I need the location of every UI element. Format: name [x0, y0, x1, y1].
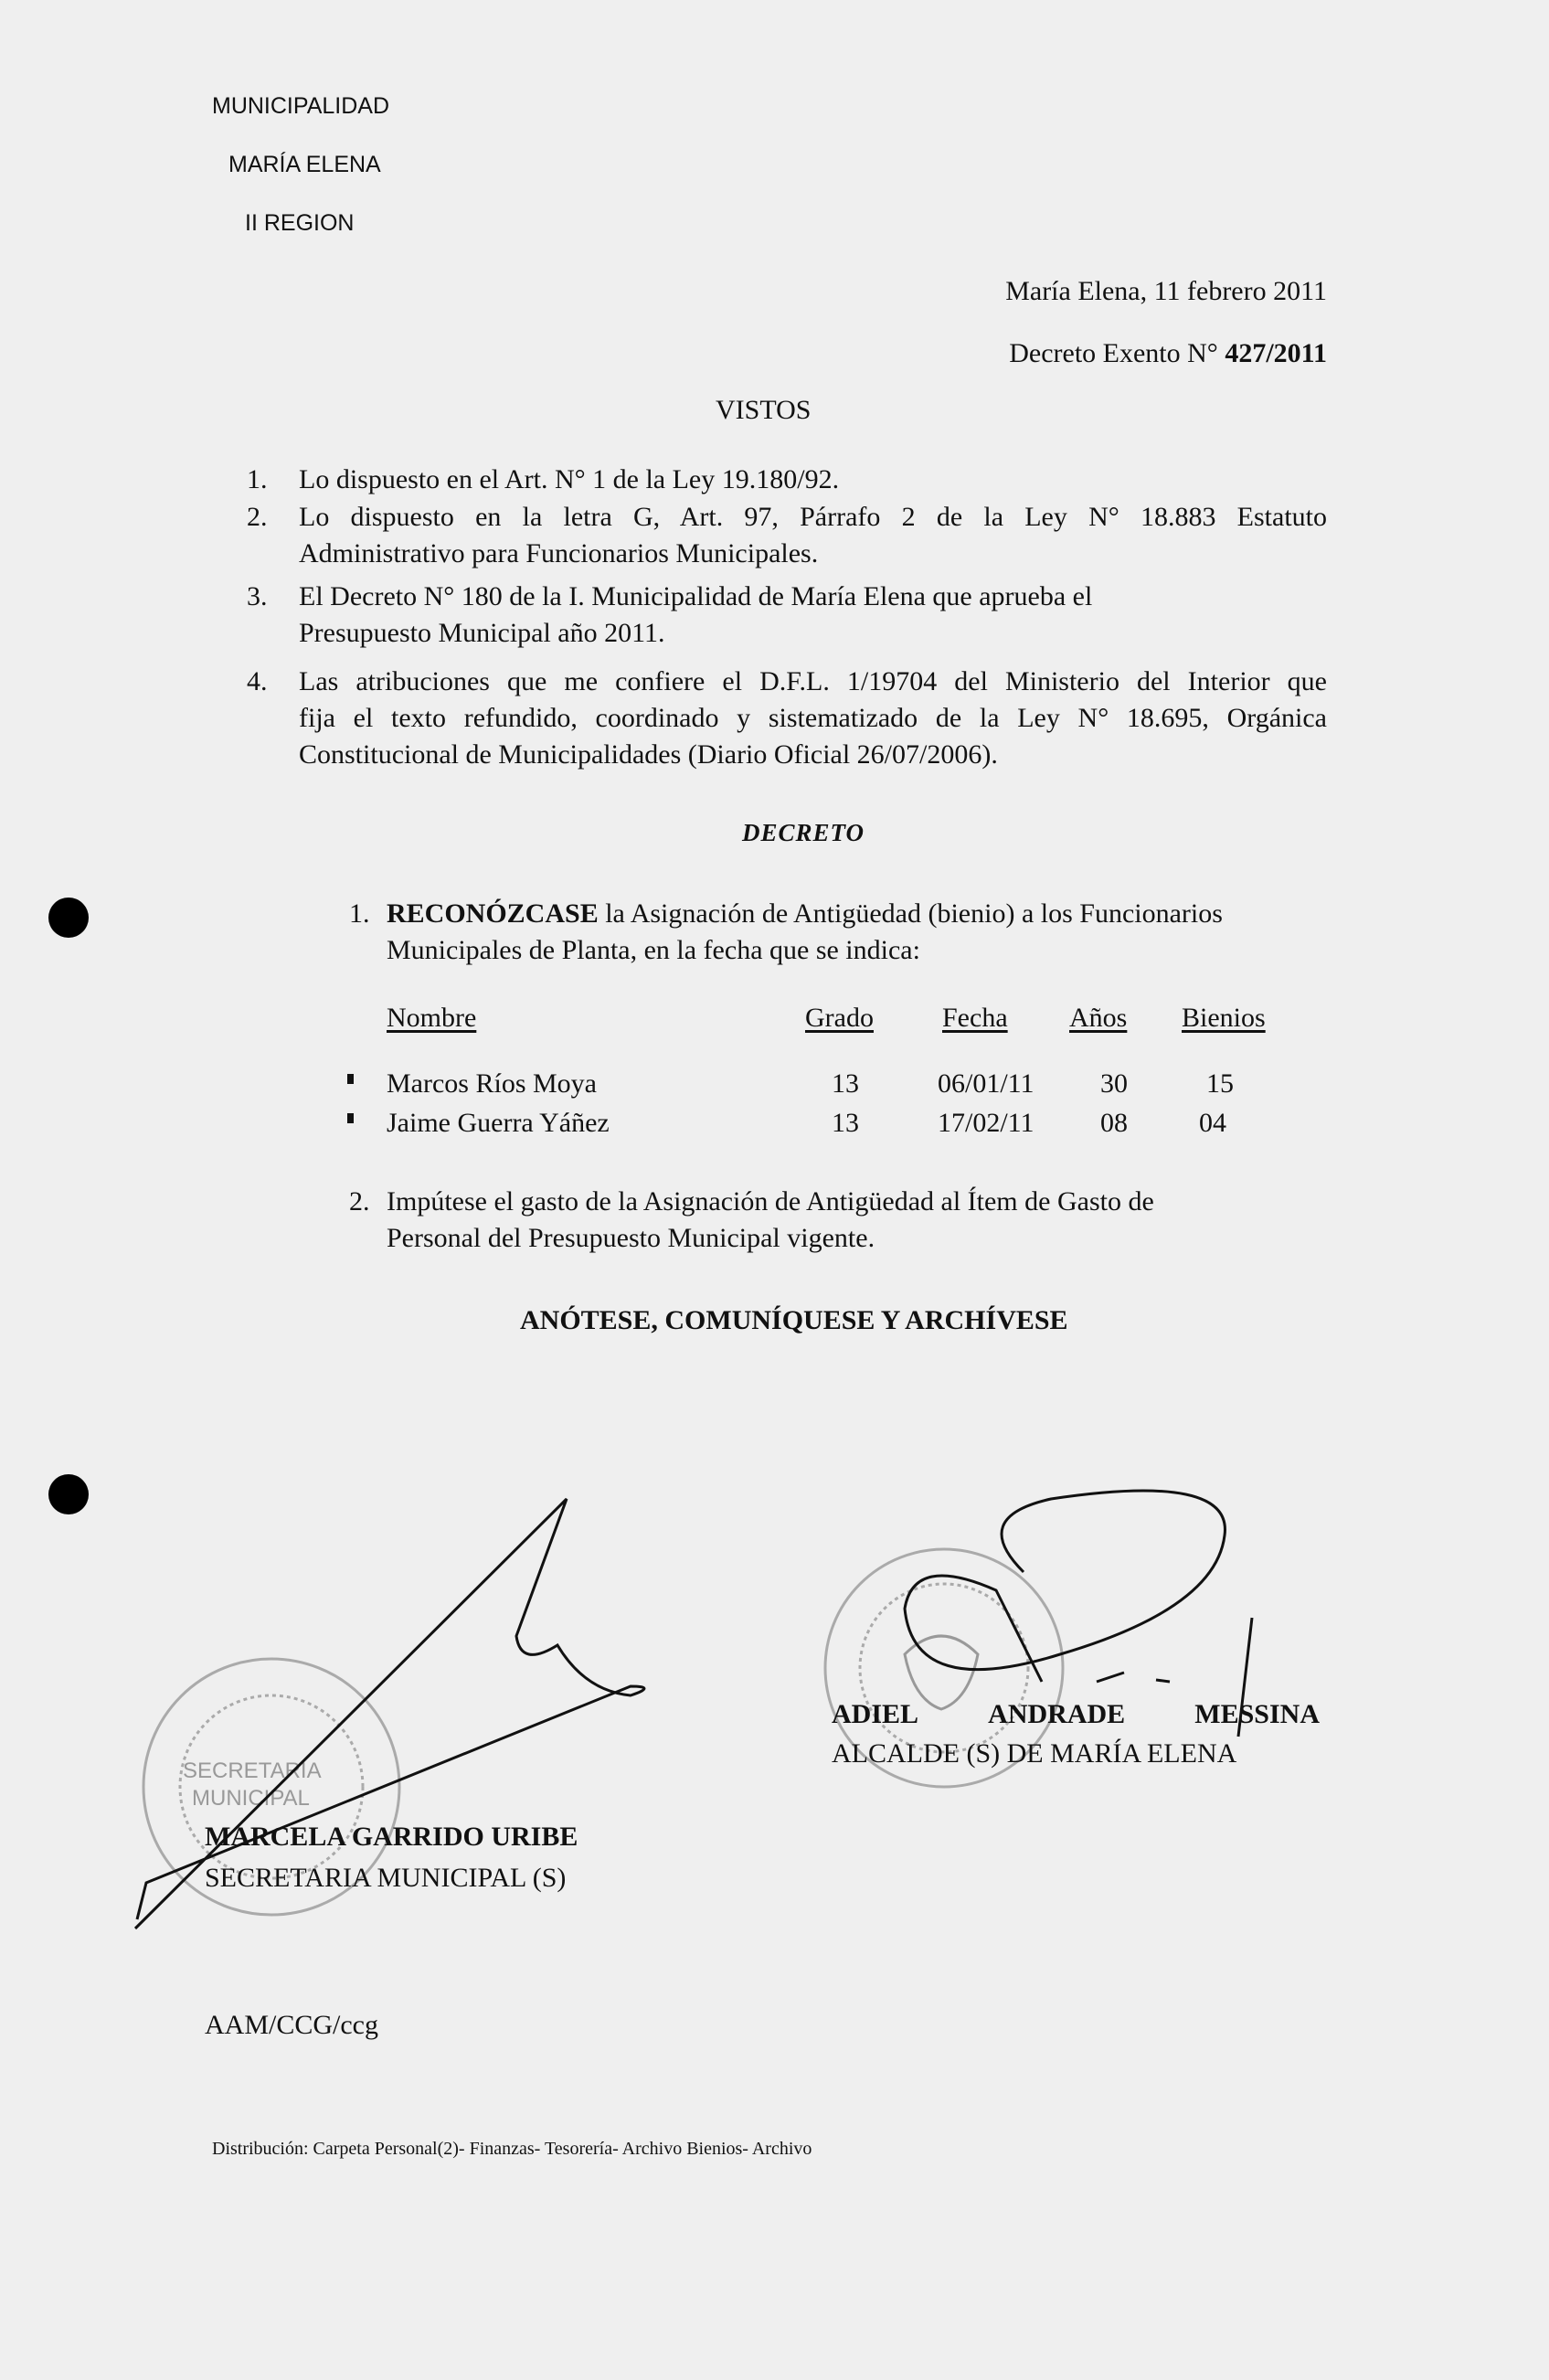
item-number: 1. — [349, 898, 370, 929]
item-text: El Decreto N° 180 de la I. Municipalidad de María Elena que aprueba el — [299, 581, 1093, 611]
item-rest: la Asignación de Antigüedad (bienio) a los Funcionarios — [598, 898, 1223, 929]
col-header-grado: Grado — [805, 1003, 874, 1033]
item-text: Administrativo para Funcionarios Municipales. — [299, 538, 819, 568]
decree-number-value: 427/2011 — [1225, 338, 1327, 368]
decree-label: Decreto Exento N° — [1009, 338, 1225, 368]
cell-nombre: Jaime Guerra Yáñez — [387, 1108, 610, 1138]
cell-fecha: 17/02/11 — [938, 1108, 1034, 1138]
cell-bienios: 15 — [1206, 1068, 1234, 1099]
distribution-list: Distribución: Carpeta Personal(2)- Finanzas- Tesorería- Archivo Bienios- Archivo — [212, 2139, 812, 2159]
closing-formula: ANÓTESE, COMUNÍQUESE Y ARCHÍVESE — [520, 1305, 1068, 1335]
item-number: 3. — [247, 581, 268, 611]
cell-nombre: Marcos Ríos Moya — [387, 1068, 597, 1099]
initials: AAM/CCG/ccg — [205, 2010, 378, 2040]
mayor-title: ALCALDE (S) DE MARÍA ELENA — [832, 1738, 1237, 1769]
item-number: 2. — [247, 502, 268, 532]
col-header-anos: Años — [1069, 1003, 1128, 1033]
secretary-name: MARCELA GARRIDO URIBE — [205, 1822, 578, 1852]
item-text: Lo dispuesto en el Art. N° 1 de la Ley 19.180/92. — [299, 464, 840, 494]
name-part: MESSINA — [1194, 1699, 1320, 1729]
document-date: María Elena, 11 febrero 2011 — [1005, 276, 1327, 306]
vistos-title: VISTOS — [716, 395, 812, 425]
item-text: Constitucional de Municipalidades (Diario Oficial 26/07/2006). — [299, 739, 998, 770]
cell-grado: 13 — [832, 1108, 859, 1138]
cell-fecha: 06/01/11 — [938, 1068, 1034, 1099]
cell-grado: 13 — [832, 1068, 859, 1099]
item-text: Las atribuciones que me confiere el D.F.L. 1/19704 del Ministerio del Interior que — [299, 666, 1327, 696]
header-city: MARÍA ELENA — [228, 152, 381, 177]
svg-text:SECRETARIA: SECRETARIA — [183, 1758, 322, 1783]
secretary-title: SECRETARIA MUNICIPAL (S) — [205, 1863, 567, 1893]
svg-text:MUNICIPAL: MUNICIPAL — [192, 1786, 310, 1811]
cell-anos: 30 — [1100, 1068, 1128, 1099]
item-text: Presupuesto Municipal año 2011. — [299, 618, 665, 648]
col-header-nombre: Nombre — [387, 1003, 477, 1033]
item-text: Lo dispuesto en la letra G, Art. 97, Párrafo 2 de la Ley N° 18.883 Estatuto — [299, 502, 1327, 532]
item-number: 2. — [349, 1186, 370, 1217]
mayor-name — [832, 1699, 1320, 1730]
item-number: 1. — [247, 464, 268, 494]
item-number: 4. — [247, 666, 268, 696]
item-text: Impútese el gasto de la Asignación de Antigüedad al Ítem de Gasto de — [387, 1186, 1154, 1217]
col-header-fecha: Fecha — [942, 1003, 1008, 1033]
header-municipality: MUNICIPALIDAD — [212, 93, 390, 119]
cell-anos: 08 — [1100, 1108, 1128, 1138]
item-text: Municipales de Planta, en la fecha que se indica: — [387, 935, 920, 965]
item-text: fija el texto refundido, coordinado y sistematizado de la Ley N° 18.695, Orgánica — [299, 703, 1327, 733]
item-bold: RECONÓZCASE — [387, 898, 599, 929]
col-header-bienios: Bienios — [1182, 1003, 1266, 1033]
decreto-title: DECRETO — [742, 819, 865, 846]
name-part: ANDRADE — [988, 1699, 1126, 1729]
item-text: Personal del Presupuesto Municipal vigente. — [387, 1223, 875, 1253]
cell-bienios: 04 — [1199, 1108, 1226, 1138]
header-region: II REGION — [245, 210, 355, 236]
name-part: ADIEL — [832, 1699, 919, 1729]
